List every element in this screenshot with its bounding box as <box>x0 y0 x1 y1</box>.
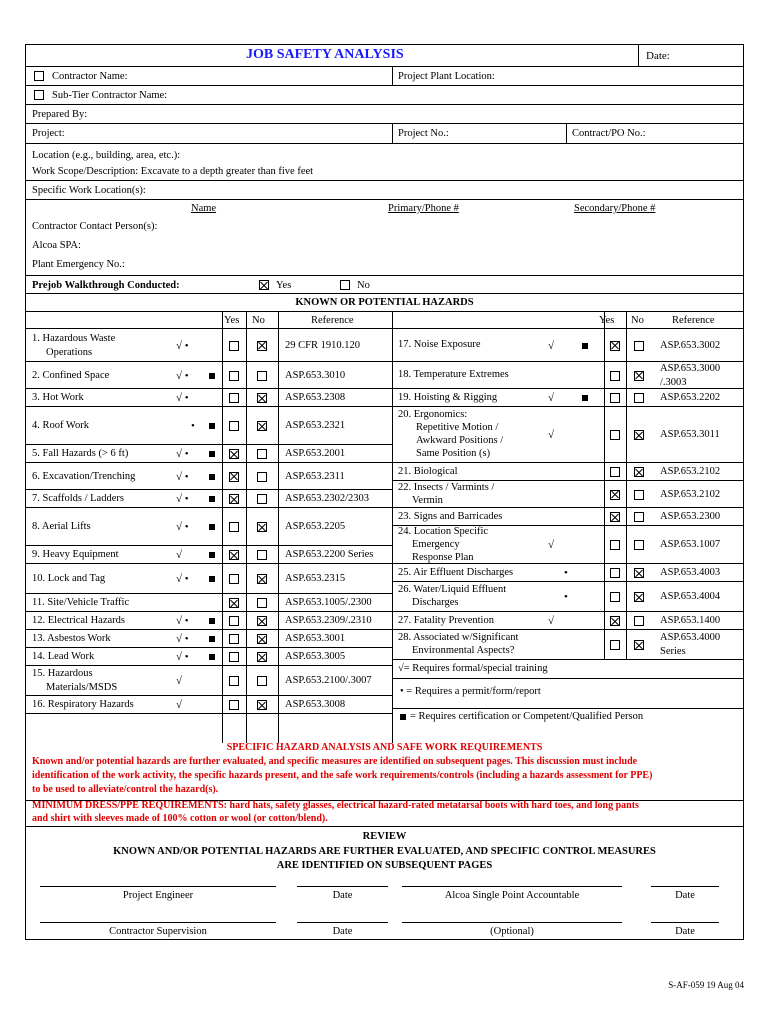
hazards-table <box>26 312 743 743</box>
hazard-label: 1. Hazardous Waste <box>32 332 116 344</box>
alcoa-spa-label: Alcoa SPA: <box>32 240 81 251</box>
hazard-no-checkbox[interactable] <box>257 522 267 532</box>
hazard-yes-checkbox[interactable] <box>610 490 620 500</box>
contractor-supervision-label: Contractor Supervision <box>109 926 207 937</box>
location-label: Location (e.g., building, area, etc.): <box>32 150 181 161</box>
hazard-label: 27. Fatality Prevention <box>398 614 494 626</box>
hazard-label: 28. Associated w/Significant <box>398 632 519 643</box>
prejob-yes-checkbox[interactable] <box>259 280 269 290</box>
hazard-marks: √ • <box>176 493 189 505</box>
alcoa-spa-signature-line[interactable] <box>402 886 622 887</box>
hazard-marks: √ • <box>176 615 189 627</box>
hazard-no-checkbox[interactable] <box>634 341 644 351</box>
hazard-reference: 29 CFR 1910.120 <box>285 339 360 351</box>
certification-mark <box>209 618 215 624</box>
hazard-reference: ASP.653.2200 Series <box>285 549 374 560</box>
hazard-reference: ASP.653.4003 <box>660 567 721 578</box>
hazard-no-checkbox[interactable] <box>257 652 267 662</box>
hazard-yes-checkbox[interactable] <box>610 341 620 351</box>
hazard-yes-checkbox[interactable] <box>229 421 239 431</box>
ppe-text-1: MINIMUM DRESS/PPE REQUIREMENTS: hard hats, safety glasses, electrical hazard-rated metatarsal boots with hard toes, and long pants <box>32 800 639 811</box>
hazard-yes-checkbox[interactable] <box>229 494 239 504</box>
hazard-no-checkbox[interactable] <box>257 700 267 710</box>
hazard-marks: √ <box>548 339 555 352</box>
hazard-no-checkbox[interactable] <box>634 393 644 403</box>
hazard-no-checkbox[interactable] <box>634 540 644 550</box>
hazard-label: 22. Insects / Varmints / <box>398 481 495 493</box>
project-row <box>26 124 743 144</box>
hazard-yes-checkbox[interactable] <box>229 652 239 662</box>
hazard-yes-checkbox[interactable] <box>610 540 620 550</box>
hazard-reference: ASP.653.2202 <box>660 392 721 403</box>
contractor-contact-label: Contractor Contact Person(s): <box>32 221 158 232</box>
hazard-no-checkbox[interactable] <box>634 616 644 626</box>
certification-mark <box>209 373 215 379</box>
specific-location-row <box>26 181 743 200</box>
hazard-no-checkbox[interactable] <box>634 568 644 578</box>
hazards-heading-row <box>26 294 743 312</box>
certification-mark <box>582 343 588 349</box>
hazard-reference: ASP.653.3010 <box>285 369 346 381</box>
hazard-label: 20. Ergonomics: <box>398 409 468 420</box>
hazard-marks: • <box>564 567 568 579</box>
hazard-label: 2. Confined Space <box>32 369 110 381</box>
legend-square-mark <box>400 714 406 720</box>
hazard-marks: √ <box>548 392 555 404</box>
hazard-yes-checkbox[interactable] <box>229 371 239 381</box>
hazard-reference: ASP.653.2300 <box>660 511 721 522</box>
hazard-no-checkbox[interactable] <box>257 421 267 431</box>
hazard-yes-checkbox[interactable] <box>610 640 620 650</box>
hazard-no-checkbox[interactable] <box>634 430 644 440</box>
hazard-yes-checkbox[interactable] <box>610 592 620 602</box>
hazard-label: 25. Air Effluent Discharges <box>398 566 514 578</box>
contacts-block <box>26 200 743 276</box>
prejob-no-checkbox[interactable] <box>340 280 350 290</box>
hazard-reference-cont: /.3003 <box>660 376 687 388</box>
specific-hazard-text-1: Known and/or potential hazards are further evaluated, and specific measures are identified on subsequent pages. This discussion must include <box>32 756 638 767</box>
hazard-no-checkbox[interactable] <box>634 490 644 500</box>
hazard-yes-checkbox[interactable] <box>610 467 620 477</box>
work-scope-label: Work Scope/Description: Excavate to a depth greater than five feet <box>32 166 314 177</box>
prejob-no-label: No <box>357 280 370 291</box>
hazard-no-checkbox[interactable] <box>634 512 644 522</box>
prepared-by-label: Prepared By: <box>32 109 88 120</box>
hazard-marks: √ • <box>176 470 189 483</box>
hazard-reference: ASP.653.2302/2303 <box>285 493 370 504</box>
optional-date-line[interactable] <box>651 922 719 923</box>
optional-label: (Optional) <box>490 926 534 937</box>
hazard-reference: ASP.653.2102 <box>660 488 721 500</box>
hazard-marks: √ • <box>176 633 189 645</box>
hazard-yes-checkbox[interactable] <box>229 449 239 459</box>
hazard-label: 7. Scaffolds / Ladders <box>32 493 124 504</box>
hazard-reference: ASP.653.2100/.3007 <box>285 675 372 686</box>
hazard-reference: ASP.653.3002 <box>660 339 721 351</box>
hazard-label: Response Plan <box>412 551 474 563</box>
col-reference-header-left: Reference <box>311 315 354 326</box>
col-yes-header-right: Yes <box>599 315 615 326</box>
hazard-label: 4. Roof Work <box>32 420 90 431</box>
hazard-label: 19. Hoisting & Rigging <box>398 391 498 403</box>
hazard-marks: √ <box>548 615 555 627</box>
project-no-label: Project No.: <box>398 128 449 139</box>
legend-permit: • = Requires a permit/form/report <box>400 686 541 697</box>
hazards-heading: KNOWN OR POTENTIAL HAZARDS <box>295 297 474 308</box>
hazard-reference: ASP.653.2001 <box>285 448 346 459</box>
prejob-label: Prejob Walkthrough Conducted: <box>32 280 180 291</box>
hazard-no-checkbox[interactable] <box>257 550 267 560</box>
hazard-marks: • <box>191 420 195 432</box>
col-no-header-right: No <box>631 315 644 326</box>
specific-hazard-text-2: identification of the work activity, the specific hazards present, and the safe work requirements/controls (including a hazards assessment for PPE) <box>32 770 653 781</box>
hazard-label: 26. Water/Liquid Effluent <box>398 584 507 595</box>
legend-training: √= Requires formal/special training <box>398 663 548 674</box>
hazard-marks: √ <box>176 549 183 561</box>
alcoa-spa-signature-label: Alcoa Single Point Accountable <box>444 890 580 901</box>
hazard-label: 3. Hot Work <box>32 392 84 403</box>
hazard-marks: √ <box>176 699 183 711</box>
review-line-1: KNOWN AND/OR POTENTIAL HAZARDS ARE FURTHER EVALUATED, AND SPECIFIC CONTROL MEASURES <box>113 846 656 857</box>
certification-mark <box>209 636 215 642</box>
hazard-reference-cont: Series <box>660 646 686 657</box>
hazard-marks: • <box>564 591 568 603</box>
contractor-name-label: Contractor Name: <box>52 71 128 82</box>
prejob-yes-label: Yes <box>276 280 292 291</box>
hazard-reference: ASP.653.4004 <box>660 591 721 602</box>
jsa-form <box>25 44 744 940</box>
hazard-marks: √ • <box>176 573 189 585</box>
hazard-marks: √ • <box>176 392 189 404</box>
date-label-2: Date <box>675 890 695 901</box>
primary-phone-header: Primary/Phone # <box>388 203 459 214</box>
hazard-marks: √ • <box>176 521 189 533</box>
hazard-no-checkbox[interactable] <box>257 676 267 686</box>
hazard-yes-checkbox[interactable] <box>229 574 239 584</box>
certification-mark <box>582 395 588 401</box>
name-column-header: Name <box>191 203 217 214</box>
ppe-block <box>26 801 743 827</box>
project-engineer-signature-line[interactable] <box>40 886 276 887</box>
certification-mark <box>209 423 215 429</box>
hazard-marks: √ • <box>176 651 189 663</box>
ppe-text-2: and shirt with sleeves made of 100% cotton or wool (or cotton/blend). <box>32 813 328 824</box>
legend-certification: = Requires certification or Competent/Qualified Person <box>410 711 644 722</box>
prejob-row <box>26 276 743 294</box>
hazard-yes-checkbox[interactable] <box>229 472 239 482</box>
hazard-label: 23. Signs and Barricades <box>398 510 503 522</box>
hazard-no-checkbox[interactable] <box>257 494 267 504</box>
hazard-yes-checkbox[interactable] <box>610 371 620 381</box>
contractor-checkbox[interactable] <box>34 71 44 81</box>
alcoa-spa-date-line[interactable] <box>651 886 719 887</box>
hazard-yes-checkbox[interactable] <box>610 430 620 440</box>
contract-po-label: Contract/PO No.: <box>572 128 646 139</box>
hazard-marks: √ • <box>176 369 189 382</box>
hazard-label: 8. Aerial Lifts <box>32 521 91 532</box>
hazard-no-checkbox[interactable] <box>634 640 644 650</box>
hazard-yes-checkbox[interactable] <box>229 393 239 403</box>
hazard-yes-checkbox[interactable] <box>610 512 620 522</box>
hazard-no-checkbox[interactable] <box>634 592 644 602</box>
hazard-reference: ASP.653.3005 <box>285 651 346 662</box>
date-label-1: Date <box>332 890 353 901</box>
hazard-no-checkbox[interactable] <box>257 574 267 584</box>
form-code: S-AF-059 19 Aug 04 <box>668 980 744 990</box>
hazard-yes-checkbox[interactable] <box>610 568 620 578</box>
hazard-label: Same Position (s) <box>416 448 491 459</box>
hazard-reference: ASP.653.2102 <box>660 466 721 477</box>
project-label: Project: <box>32 128 65 139</box>
col-yes-header-left: Yes <box>224 315 240 326</box>
certification-mark <box>209 496 215 502</box>
hazard-yes-checkbox[interactable] <box>229 598 239 608</box>
hazard-reference: ASP.653.1007 <box>660 539 721 550</box>
specific-hazard-text-3: to be used to alleviate/control the hazard(s). <box>32 784 219 795</box>
plant-emergency-label: Plant Emergency No.: <box>32 259 125 270</box>
specific-work-location-label: Specific Work Location(s): <box>32 185 146 196</box>
hazard-marks: √ • <box>176 448 189 460</box>
hazard-label: 5. Fall Hazards (> 6 ft) <box>32 448 129 459</box>
hazard-marks: √ <box>548 539 555 551</box>
hazard-label: 21. Biological <box>398 465 458 477</box>
date-label: Date: <box>646 50 670 62</box>
hazard-label: 18. Temperature Extremes <box>398 369 509 380</box>
hazard-reference: ASP.653.3008 <box>285 699 346 710</box>
hazard-yes-checkbox[interactable] <box>229 700 239 710</box>
hazard-label: Environmental Aspects? <box>412 645 515 656</box>
hazard-reference: ASP.653.3001 <box>285 633 346 644</box>
certification-mark <box>209 474 215 480</box>
hazard-label: 10. Lock and Tag <box>32 573 106 584</box>
hazard-no-checkbox[interactable] <box>257 634 267 644</box>
hazard-reference: ASP.653.3011 <box>660 429 720 440</box>
prepared-by-row <box>26 105 743 124</box>
certification-mark <box>209 654 215 660</box>
specific-hazard-heading: SPECIFIC HAZARD ANALYSIS AND SAFE WORK REQUIREMENTS <box>226 742 543 753</box>
hazard-marks: √ <box>176 675 183 687</box>
hazard-yes-checkbox[interactable] <box>610 393 620 403</box>
hazard-no-checkbox[interactable] <box>257 449 267 459</box>
hazard-reference: ASP.653.2308 <box>285 392 346 403</box>
hazard-yes-checkbox[interactable] <box>229 616 239 626</box>
hazard-yes-checkbox[interactable] <box>229 550 239 560</box>
sub-tier-row <box>26 86 743 105</box>
hazard-label: 13. Asbestos Work <box>32 633 111 644</box>
date-label-3: Date <box>332 926 353 937</box>
hazard-label: 12. Electrical Hazards <box>32 615 125 626</box>
hazard-label: Discharges <box>412 597 459 608</box>
hazard-reference: ASP.653.2205 <box>285 521 346 532</box>
hazard-no-checkbox[interactable] <box>257 472 267 482</box>
optional-signature-line[interactable] <box>402 922 622 923</box>
review-line-2: ARE IDENTIFIED ON SUBSEQUENT PAGES <box>276 860 493 871</box>
specific-hazard-block <box>26 743 743 801</box>
hazard-yes-checkbox[interactable] <box>229 676 239 686</box>
hazard-yes-checkbox[interactable] <box>229 634 239 644</box>
date-label-4: Date <box>675 926 695 937</box>
hazard-label: 16. Respiratory Hazards <box>32 699 134 710</box>
hazard-label: Vermin <box>412 494 443 506</box>
hazard-label: 9. Heavy Equipment <box>32 549 119 560</box>
title-row <box>26 45 743 67</box>
contractor-supervision-signature-line[interactable] <box>40 922 276 923</box>
project-engineer-date-line[interactable] <box>297 886 388 887</box>
col-reference-header-right: Reference <box>672 315 715 326</box>
hazard-label: 24. Location Specific <box>398 525 489 537</box>
review-heading: REVIEW <box>362 831 407 842</box>
hazard-no-checkbox[interactable] <box>257 616 267 626</box>
hazard-label: 6. Excavation/Trenching <box>32 470 136 482</box>
hazard-reference: ASP.653.2315 <box>285 573 346 584</box>
hazard-reference: ASP.653.1005/.2300 <box>285 597 372 608</box>
certification-mark <box>209 524 215 530</box>
hazard-label: 14. Lead Work <box>32 651 95 662</box>
hazard-label-cont: Operations <box>46 346 93 358</box>
hazard-no-checkbox[interactable] <box>257 371 267 381</box>
hazard-no-checkbox[interactable] <box>634 371 644 381</box>
hazard-no-checkbox[interactable] <box>257 393 267 403</box>
hazard-label: 17. Noise Exposure <box>398 339 481 350</box>
project-engineer-label: Project Engineer <box>122 890 194 901</box>
hazard-reference: ASP.653.2309/.2310 <box>285 615 372 626</box>
hazard-no-checkbox[interactable] <box>257 598 267 608</box>
review-block <box>26 827 743 939</box>
col-no-header-left: No <box>252 315 265 326</box>
contractor-supervision-date-line[interactable] <box>297 922 388 923</box>
hazard-yes-checkbox[interactable] <box>610 616 620 626</box>
hazard-label: Emergency <box>412 538 460 550</box>
hazard-reference: ASP.653.2321 <box>285 420 346 431</box>
certification-mark <box>209 552 215 558</box>
secondary-phone-header: Secondary/Phone # <box>574 203 656 214</box>
hazard-no-checkbox[interactable] <box>634 467 644 477</box>
hazard-yes-checkbox[interactable] <box>229 522 239 532</box>
sub-tier-checkbox[interactable] <box>34 90 44 100</box>
hazard-label: 15. Hazardous <box>32 668 93 679</box>
hazard-label: Repetitive Motion / <box>416 422 499 433</box>
hazard-no-checkbox[interactable] <box>257 341 267 351</box>
certification-mark <box>209 451 215 457</box>
hazard-marks: √ <box>548 429 555 441</box>
hazard-reference: ASP.653.1400 <box>660 615 721 626</box>
project-plant-location-label: Project Plant Location: <box>398 71 495 82</box>
page-title: JOB SAFETY ANALYSIS <box>246 47 404 62</box>
hazard-reference: ASP.653.3000 <box>660 362 721 374</box>
location-row <box>26 144 743 181</box>
hazard-marks: √ • <box>176 339 189 352</box>
sub-tier-label: Sub-Tier Contractor Name: <box>52 90 168 101</box>
certification-mark <box>209 576 215 582</box>
hazard-label: Awkward Positions / <box>416 435 504 446</box>
hazard-label-cont: Materials/MSDS <box>46 682 118 693</box>
hazard-yes-checkbox[interactable] <box>229 341 239 351</box>
hazard-reference: ASP.653.2311 <box>285 470 345 482</box>
hazard-label: 11. Site/Vehicle Traffic <box>32 597 130 608</box>
hazard-reference: ASP.653.4000 <box>660 632 721 643</box>
contractor-row <box>26 67 743 86</box>
